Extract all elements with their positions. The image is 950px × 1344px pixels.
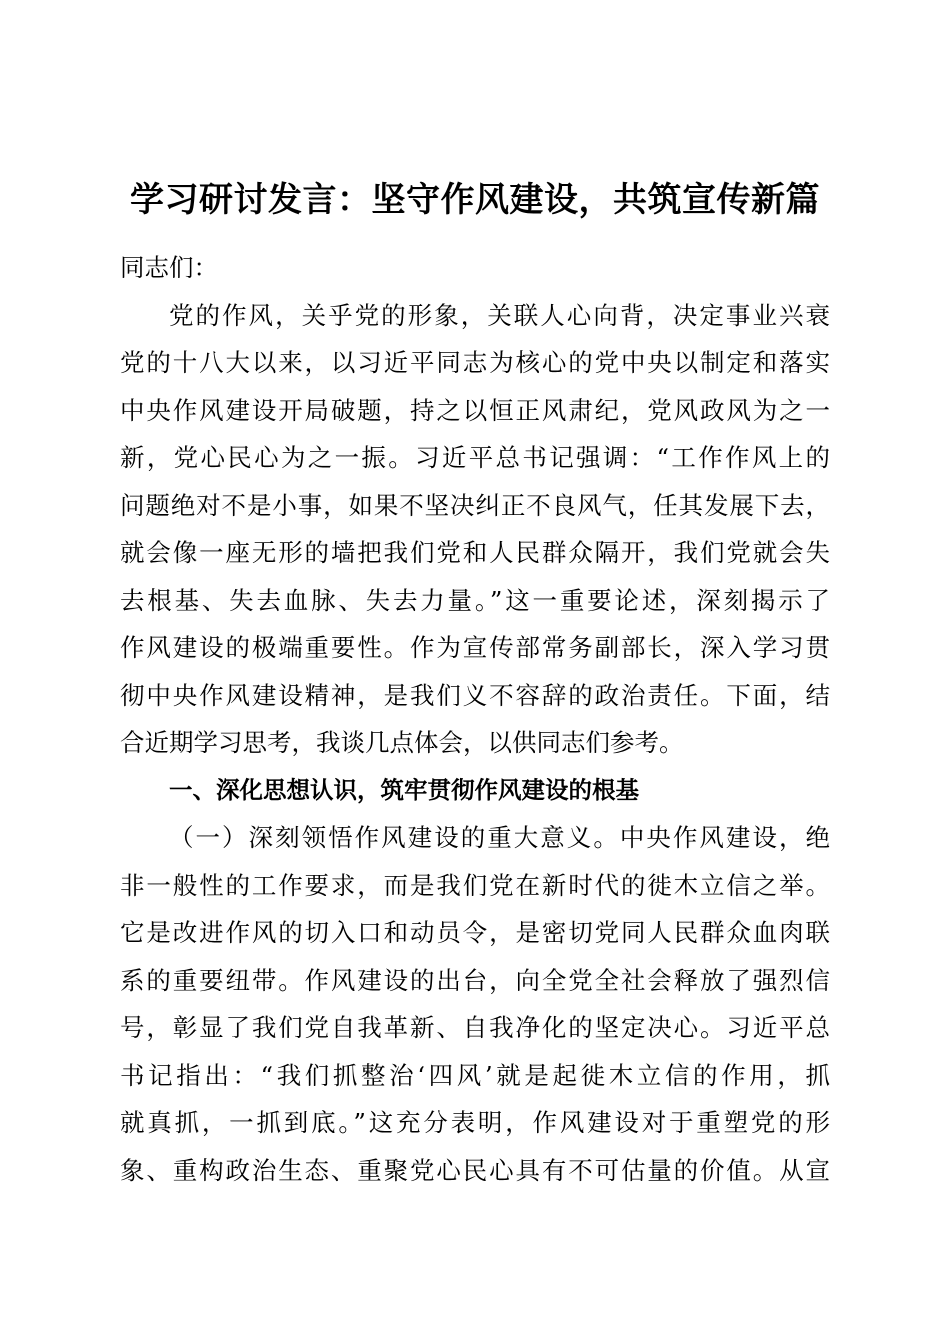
paragraph-line: 书记指出：“我们抓整治‘四风’就是起徙木立信的作用，抓 xyxy=(120,1060,830,1090)
paragraph-line: 党的十八大以来，以习近平同志为核心的党中央以制定和落实 xyxy=(120,348,830,377)
paragraph-line: 系的重要纽带。作风建设的出台，向全党全社会释放了强烈信 xyxy=(120,965,830,995)
paragraph-line: 就真抓，一抓到底。”这充分表明，作风建设对于重塑党的形 xyxy=(120,1108,830,1137)
paragraph-line: 象、重构政治生态、重聚党心民心具有不可估量的价值。从宣 xyxy=(120,1155,830,1185)
paragraph-line: 问题绝对不是小事，如果不坚决纠正不良风气，任其发展下去， xyxy=(120,490,830,520)
document-body xyxy=(120,244,830,1194)
salutation: 同志们： xyxy=(120,253,218,282)
paragraph-line: 号，彰显了我们党自我革新、自我净化的坚定决心。习近平总 xyxy=(120,1013,830,1042)
paragraph-line: 去根基、失去血脉、失去力量。”这一重要论述，深刻揭示了 xyxy=(120,585,830,615)
paragraph-line: 彻中央作风建设精神，是我们义不容辞的政治责任。下面，结 xyxy=(120,680,830,710)
paragraph-line: 新，党心民心为之一振。习近平总书记强调：“工作作风上的 xyxy=(120,443,830,472)
paragraph-line: 党的作风，关乎党的形象，关联人心向背，决定事业兴衰 xyxy=(169,300,830,330)
paragraph-line: （一）深刻领悟作风建设的重大意义。中央作风建设，绝 xyxy=(169,823,830,852)
paragraph-line: 作风建设的极端重要性。作为宣传部常务副部长，深入学习贯 xyxy=(120,633,830,662)
paragraph-line: 非一般性的工作要求，而是我们党在新时代的徙木立信之举。 xyxy=(120,870,830,900)
paragraph-line: 中央作风建设开局破题，持之以恒正风肃纪，党风政风为之一 xyxy=(120,395,830,425)
paragraph-line: 它是改进作风的切入口和动员令，是密切党同人民群众血肉联 xyxy=(120,918,830,947)
paragraph-line: 合近期学习思考，我谈几点体会，以供同志们参考。 xyxy=(120,728,684,757)
paragraph-line: 就会像一座无形的墙把我们党和人民群众隔开，我们党就会失 xyxy=(120,538,830,567)
section-heading: 一、深化思想认识，筑牢贯彻作风建设的根基 xyxy=(169,775,639,804)
document-title: 学习研讨发言：坚守作风建设，共筑宣传新篇 xyxy=(130,180,820,220)
